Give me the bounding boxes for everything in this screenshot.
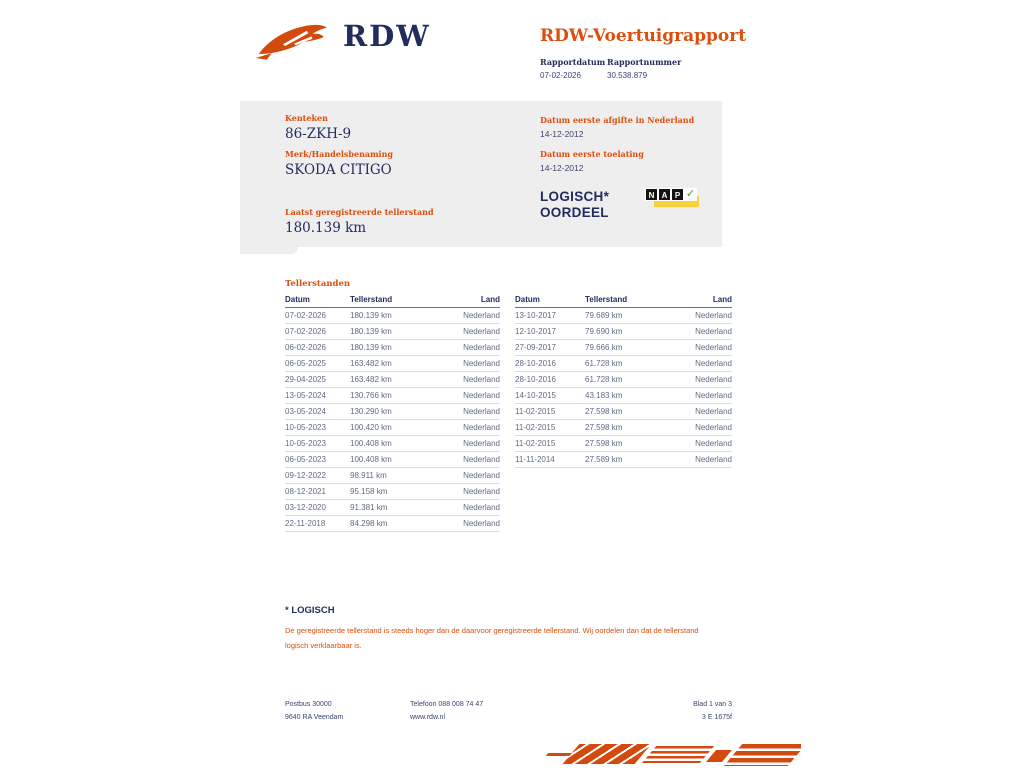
afgifte-field xyxy=(540,115,694,139)
odometer-cell: 79.689 km xyxy=(585,308,675,324)
table-header-row xyxy=(285,294,500,308)
table-row xyxy=(515,452,732,468)
judgement-line1: LOGISCH* xyxy=(540,189,610,204)
table-row xyxy=(515,356,732,372)
odometer-cell: 100.408 km xyxy=(350,436,444,452)
page-title: RDW-Voertuigrapport xyxy=(540,26,747,46)
odometer-cell: 27.598 km xyxy=(585,404,675,420)
odometer-cell: 95.158 km xyxy=(350,484,444,500)
country-cell: Nederland xyxy=(444,484,500,500)
merk-value: SKODA CITIGO xyxy=(285,162,392,178)
date-cell: 06-05-2025 xyxy=(285,356,350,372)
tellerstand-field xyxy=(285,207,434,236)
report-number-block xyxy=(607,57,681,80)
date-cell: 11-02-2015 xyxy=(515,436,585,452)
country-cell: Nederland xyxy=(444,388,500,404)
date-cell: 13-10-2017 xyxy=(515,308,585,324)
merk-label: Merk/Handelsbenaming xyxy=(285,149,394,159)
tellerstand-value: 180.139 km xyxy=(285,220,367,236)
table-row xyxy=(285,500,500,516)
rdw-bird-icon xyxy=(253,18,335,62)
rdw-pattern-graphic xyxy=(545,742,801,768)
footer-page-number: Blad 1 van 3 xyxy=(693,701,732,708)
merk-field xyxy=(285,149,393,178)
date-cell: 06-02-2026 xyxy=(285,340,350,356)
date-cell: 10-05-2023 xyxy=(285,436,350,452)
footer-address-line1: Postbus 30000 xyxy=(285,701,332,708)
country-cell: Nederland xyxy=(444,340,500,356)
tellerstanden-table-right xyxy=(515,294,732,468)
country-cell: Nederland xyxy=(444,516,500,532)
country-cell: Nederland xyxy=(675,356,732,372)
date-cell: 28-10-2016 xyxy=(515,372,585,388)
date-cell: 08-12-2021 xyxy=(285,484,350,500)
date-cell: 22-11-2018 xyxy=(285,516,350,532)
odometer-cell: 100.420 km xyxy=(350,420,444,436)
toelating-label: Datum eerste toelating xyxy=(540,149,644,159)
table-row xyxy=(285,436,500,452)
date-cell: 03-05-2024 xyxy=(285,404,350,420)
date-cell: 28-10-2016 xyxy=(515,356,585,372)
table-row xyxy=(285,388,500,404)
kenteken-value: 86-ZKH-9 xyxy=(285,126,352,142)
col-header-land: Land xyxy=(444,294,500,308)
odometer-cell: 98.911 km xyxy=(350,468,444,484)
odometer-cell: 84.298 km xyxy=(350,516,444,532)
odometer-cell: 130.766 km xyxy=(350,388,444,404)
nap-letter-p: P xyxy=(671,188,684,201)
date-cell: 12-10-2017 xyxy=(515,324,585,340)
odometer-cell: 180.139 km xyxy=(350,340,444,356)
table-row xyxy=(285,324,500,340)
tellerstanden-section xyxy=(285,279,732,532)
odometer-cell: 27.598 km xyxy=(585,436,675,452)
date-cell: 14-10-2015 xyxy=(515,388,585,404)
table-row xyxy=(515,372,732,388)
pattern-blob xyxy=(563,744,652,764)
country-cell: Nederland xyxy=(675,340,732,356)
nap-logo xyxy=(645,186,701,210)
country-cell: Nederland xyxy=(675,388,732,404)
toelating-value: 14-12-2012 xyxy=(540,163,584,173)
country-cell: Nederland xyxy=(444,308,500,324)
odometer-cell: 180.139 km xyxy=(350,308,444,324)
date-cell: 11-02-2015 xyxy=(515,404,585,420)
date-cell: 10-05-2023 xyxy=(285,420,350,436)
country-cell: Nederland xyxy=(444,404,500,420)
date-cell: 11-11-2014 xyxy=(515,452,585,468)
date-cell: 06-05-2023 xyxy=(285,452,350,468)
report-number-label: Rapportnummer xyxy=(607,57,682,67)
table-row xyxy=(285,308,500,324)
country-cell: Nederland xyxy=(444,372,500,388)
report-date-label: Rapportdatum xyxy=(540,57,606,67)
footer-phone: Telefoon 088 008 74 47 xyxy=(410,701,484,708)
date-cell: 09-12-2022 xyxy=(285,468,350,484)
table-row xyxy=(285,420,500,436)
country-cell: Nederland xyxy=(675,436,732,452)
odometer-cell: 100.408 km xyxy=(350,452,444,468)
table-row xyxy=(515,308,732,324)
report-number-value: 30.538.879 xyxy=(607,71,648,80)
date-cell: 03-12-2020 xyxy=(285,500,350,516)
afgifte-label: Datum eerste afgifte in Nederland xyxy=(540,115,695,125)
report-date-value: 07-02-2026 xyxy=(540,71,581,80)
date-cell: 13-05-2024 xyxy=(285,388,350,404)
logisch-footnote xyxy=(285,605,713,653)
footer-contact xyxy=(410,701,693,721)
table-row xyxy=(285,356,500,372)
odometer-cell: 163.482 km xyxy=(350,372,444,388)
col-header-datum: Datum xyxy=(515,294,585,308)
date-cell: 27-09-2017 xyxy=(515,340,585,356)
afgifte-value: 14-12-2012 xyxy=(540,129,584,139)
table-row xyxy=(515,404,732,420)
country-cell: Nederland xyxy=(444,420,500,436)
table-row xyxy=(515,324,732,340)
judgement-line2: OORDEEL xyxy=(540,205,609,220)
footer-address-line2: 9640 RA Veendam xyxy=(285,714,344,721)
judgement-text xyxy=(540,189,609,221)
col-header-datum: Datum xyxy=(285,294,350,308)
country-cell: Nederland xyxy=(675,324,732,340)
table-row xyxy=(285,484,500,500)
toelating-field xyxy=(540,149,644,173)
table-row xyxy=(285,468,500,484)
country-cell: Nederland xyxy=(444,324,500,340)
country-cell: Nederland xyxy=(444,436,500,452)
tellerstand-label: Laatst geregistreerde tellerstand xyxy=(285,207,434,217)
vehicle-summary-panel xyxy=(240,101,722,247)
rdw-logo-text: RDW xyxy=(343,19,431,53)
table-row xyxy=(285,452,500,468)
odometer-cell: 163.482 km xyxy=(350,356,444,372)
col-header-tellerstand: Tellerstand xyxy=(350,294,444,308)
country-cell: Nederland xyxy=(675,452,732,468)
tellerstanden-table-left xyxy=(285,294,500,532)
col-header-tellerstand: Tellerstand xyxy=(585,294,675,308)
tellerstanden-title: Tellerstanden xyxy=(285,279,351,289)
pattern-large-block xyxy=(724,744,801,766)
odometer-cell: 61.728 km xyxy=(585,356,675,372)
odometer-cell: 130.290 km xyxy=(350,404,444,420)
table-row xyxy=(285,516,500,532)
table-header-row xyxy=(515,294,732,308)
nap-letter-n: N xyxy=(645,188,658,201)
odometer-cell: 43.183 km xyxy=(585,388,675,404)
col-header-land: Land xyxy=(675,294,732,308)
country-cell: Nederland xyxy=(444,500,500,516)
date-cell: 29-04-2025 xyxy=(285,372,350,388)
country-cell: Nederland xyxy=(675,420,732,436)
table-row xyxy=(285,404,500,420)
nap-letter-a: A xyxy=(658,188,671,201)
table-row xyxy=(515,436,732,452)
table-row xyxy=(285,372,500,388)
footer-form-code: 3 E 1675f xyxy=(702,714,732,721)
odometer-cell: 27.598 km xyxy=(585,420,675,436)
country-cell: Nederland xyxy=(675,404,732,420)
odometer-cell: 27.589 km xyxy=(585,452,675,468)
nap-checkmark-icon: ✓ xyxy=(685,188,696,200)
footnote-body: De geregistreerde tellerstand is steeds hoger dan de daarvoor geregistreerde tellerstand. Wij oordelen dan dat de tellerstand logisch verklaarbaar is. xyxy=(285,626,699,650)
table-row xyxy=(515,340,732,356)
country-cell: Nederland xyxy=(444,468,500,484)
rdw-logo xyxy=(253,18,431,62)
footnote-heading: * LOGISCH xyxy=(285,605,335,616)
odometer-cell: 61.728 km xyxy=(585,372,675,388)
date-cell: 07-02-2026 xyxy=(285,324,350,340)
table-row xyxy=(285,340,500,356)
country-cell: Nederland xyxy=(444,452,500,468)
country-cell: Nederland xyxy=(444,356,500,372)
date-cell: 11-02-2015 xyxy=(515,420,585,436)
kenteken-field xyxy=(285,113,351,142)
table-row xyxy=(515,388,732,404)
report-meta xyxy=(540,57,681,80)
table-row xyxy=(515,420,732,436)
odometer-cell: 180.139 km xyxy=(350,324,444,340)
odometer-cell: 79.666 km xyxy=(585,340,675,356)
footer-website: www.rdw.nl xyxy=(410,714,446,721)
odometer-cell: 79.690 km xyxy=(585,324,675,340)
date-cell: 07-02-2026 xyxy=(285,308,350,324)
page-footer xyxy=(285,701,732,721)
footer-page-info xyxy=(693,701,732,721)
report-date-block xyxy=(540,57,607,80)
kenteken-label: Kenteken xyxy=(285,113,328,123)
footer-address xyxy=(285,701,410,721)
pattern-stripes xyxy=(642,746,714,763)
odometer-cell: 91.381 km xyxy=(350,500,444,516)
country-cell: Nederland xyxy=(675,308,732,324)
country-cell: Nederland xyxy=(675,372,732,388)
